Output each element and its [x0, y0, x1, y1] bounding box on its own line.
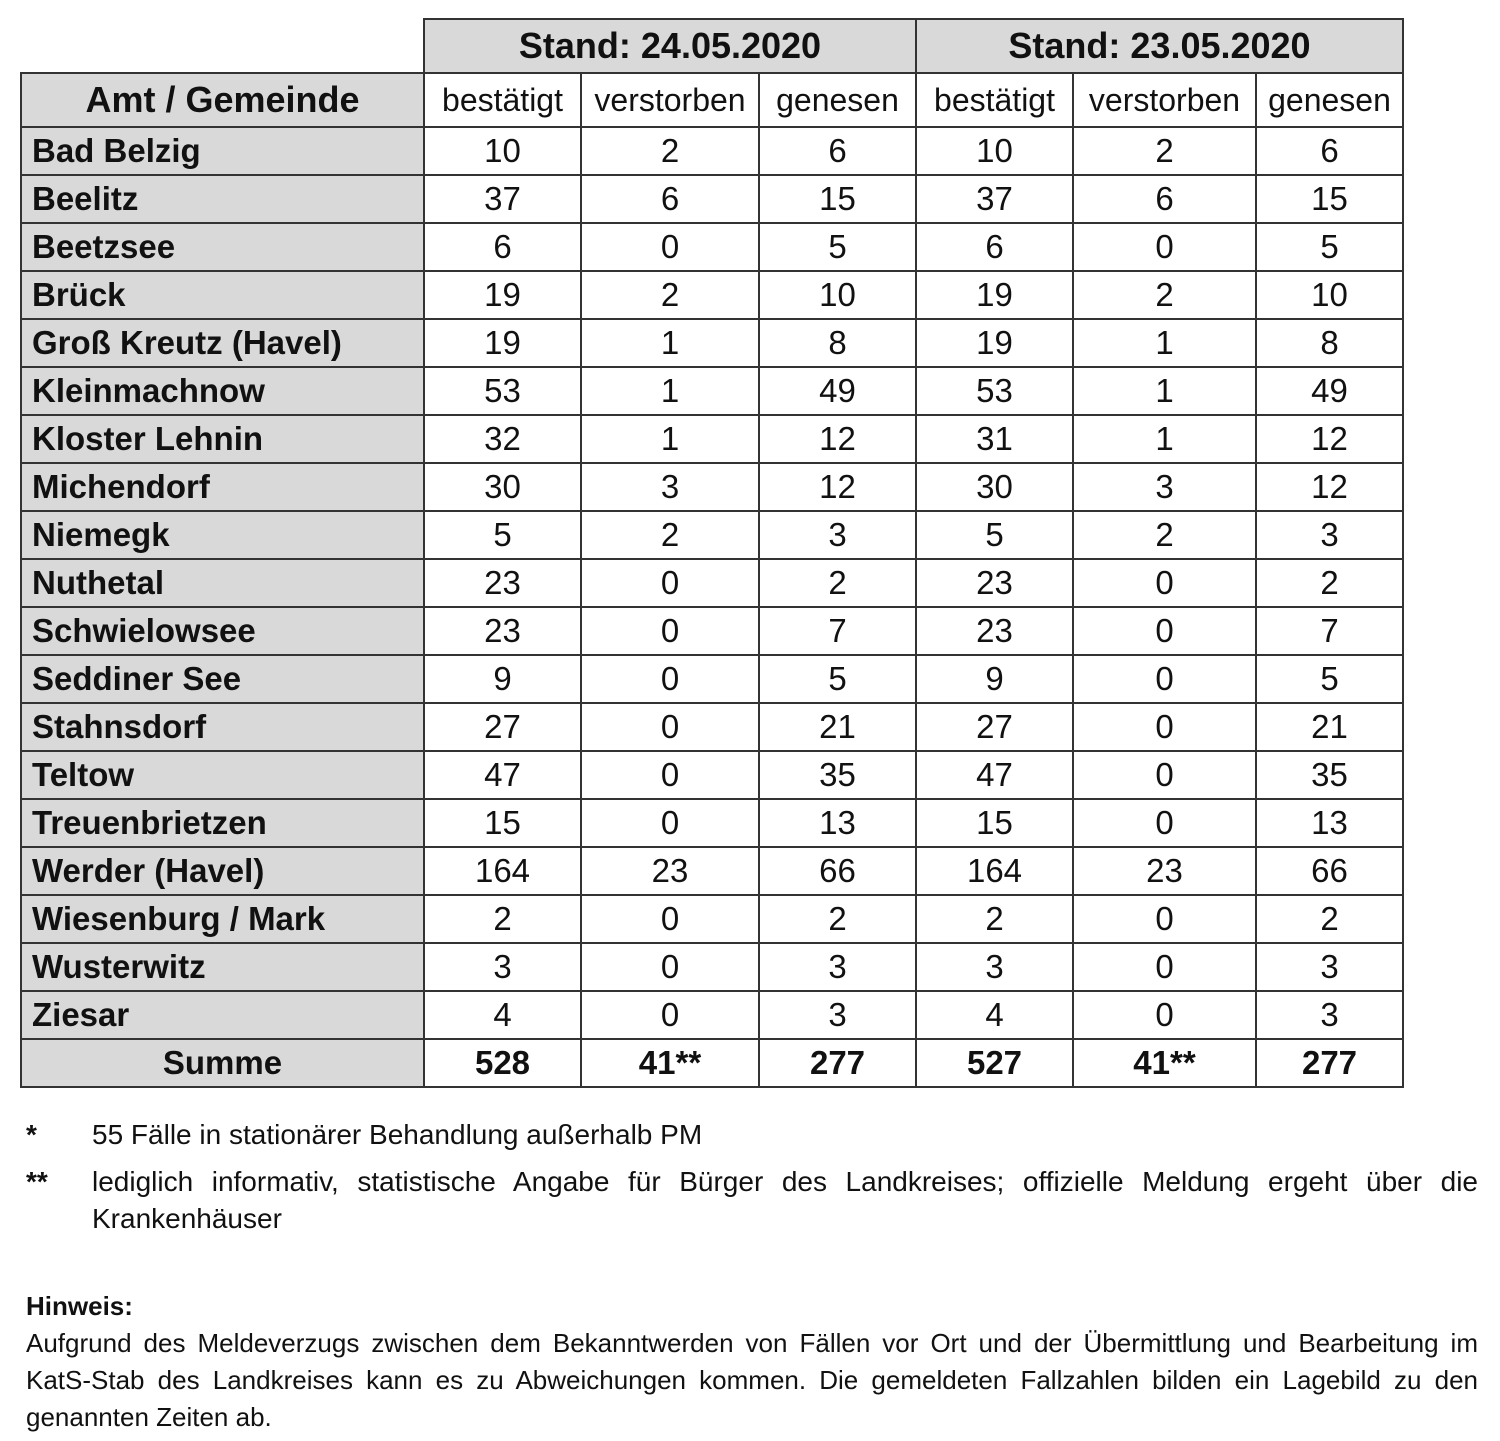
- cell-genesen-1: 5: [759, 655, 916, 703]
- cell-bestaetigt-1: 47: [424, 751, 581, 799]
- table-row: [21, 175, 1403, 223]
- table-row: [21, 655, 1403, 703]
- column-header-verstorben-2: verstorben: [1073, 73, 1256, 127]
- cell-bestaetigt-1: 27: [424, 703, 581, 751]
- cell-bestaetigt-2: 19: [916, 271, 1073, 319]
- cell-genesen-2: 7: [1256, 607, 1403, 655]
- row-label-gemeinde: Treuenbrietzen: [21, 799, 424, 847]
- cell-genesen-2: 35: [1256, 751, 1403, 799]
- column-header-genesen-2: genesen: [1256, 73, 1403, 127]
- cell-verstorben-2: 0: [1073, 703, 1256, 751]
- cell-genesen-1: 10: [759, 271, 916, 319]
- cell-verstorben-2: 0: [1073, 559, 1256, 607]
- column-header-bestaetigt-2: bestätigt: [916, 73, 1073, 127]
- row-label-gemeinde: Teltow: [21, 751, 424, 799]
- cell-bestaetigt-2: 30: [916, 463, 1073, 511]
- cell-bestaetigt-2: 27: [916, 703, 1073, 751]
- cell-bestaetigt-2: 23: [916, 559, 1073, 607]
- header-row-columns: [21, 73, 1403, 127]
- cell-genesen-1: 6: [759, 127, 916, 175]
- table-row: [21, 367, 1403, 415]
- footnote-mark: *: [26, 1119, 37, 1150]
- table-row: [21, 943, 1403, 991]
- cell-genesen-2: 5: [1256, 655, 1403, 703]
- table-row: [21, 271, 1403, 319]
- cell-verstorben-1: 0: [581, 223, 759, 271]
- cell-bestaetigt-2: 53: [916, 367, 1073, 415]
- cell-verstorben-1: 0: [581, 991, 759, 1039]
- row-label-gemeinde: Michendorf: [21, 463, 424, 511]
- cell-bestaetigt-2: 19: [916, 319, 1073, 367]
- cell-genesen-2: 21: [1256, 703, 1403, 751]
- table-row: [21, 415, 1403, 463]
- cell-verstorben-2: 41**: [1073, 1039, 1256, 1087]
- cell-genesen-2: 6: [1256, 127, 1403, 175]
- row-label-gemeinde: Seddiner See: [21, 655, 424, 703]
- cell-genesen-1: 3: [759, 511, 916, 559]
- case-table: [20, 18, 1404, 1088]
- cell-genesen-2: 49: [1256, 367, 1403, 415]
- table-row: [21, 463, 1403, 511]
- footnote-text: 55 Fälle in stationärer Behandlung außerhalb PM: [92, 1119, 703, 1150]
- cell-genesen-2: 66: [1256, 847, 1403, 895]
- table-row: [21, 703, 1403, 751]
- cell-verstorben-2: 0: [1073, 895, 1256, 943]
- cell-genesen-2: 12: [1256, 463, 1403, 511]
- row-label-gemeinde: Wusterwitz: [21, 943, 424, 991]
- cell-genesen-1: 3: [759, 991, 916, 1039]
- cell-verstorben-1: 0: [581, 655, 759, 703]
- cell-genesen-1: 5: [759, 223, 916, 271]
- cell-genesen-2: 15: [1256, 175, 1403, 223]
- row-label-gemeinde: Kleinmachnow: [21, 367, 424, 415]
- cell-verstorben-1: 2: [581, 511, 759, 559]
- table-row: [21, 559, 1403, 607]
- cell-bestaetigt-1: 3: [424, 943, 581, 991]
- table-row: [21, 319, 1403, 367]
- footnote-mark: **: [26, 1166, 48, 1197]
- row-label-gemeinde: Beetzsee: [21, 223, 424, 271]
- cell-bestaetigt-2: 6: [916, 223, 1073, 271]
- cell-bestaetigt-2: 5: [916, 511, 1073, 559]
- cell-genesen-1: 7: [759, 607, 916, 655]
- cell-bestaetigt-1: 10: [424, 127, 581, 175]
- cell-bestaetigt-1: 9: [424, 655, 581, 703]
- cell-genesen-1: 13: [759, 799, 916, 847]
- row-label-gemeinde: Brück: [21, 271, 424, 319]
- column-header-verstorben-1: verstorben: [581, 73, 759, 127]
- row-label-gemeinde: Groß Kreutz (Havel): [21, 319, 424, 367]
- row-label-gemeinde: Kloster Lehnin: [21, 415, 424, 463]
- cell-genesen-1: 8: [759, 319, 916, 367]
- cell-genesen-2: 2: [1256, 559, 1403, 607]
- cell-genesen-2: 2: [1256, 895, 1403, 943]
- cell-verstorben-1: 0: [581, 607, 759, 655]
- row-label-gemeinde: Nuthetal: [21, 559, 424, 607]
- cell-verstorben-1: 0: [581, 703, 759, 751]
- cell-verstorben-1: 0: [581, 895, 759, 943]
- cell-bestaetigt-2: 164: [916, 847, 1073, 895]
- cell-genesen-1: 2: [759, 559, 916, 607]
- footnote-single-star: [26, 1116, 1478, 1153]
- cell-verstorben-2: 0: [1073, 223, 1256, 271]
- cell-bestaetigt-2: 10: [916, 127, 1073, 175]
- cell-verstorben-2: 2: [1073, 127, 1256, 175]
- sum-row: [21, 1039, 1403, 1087]
- cell-bestaetigt-1: 19: [424, 271, 581, 319]
- cell-verstorben-1: 23: [581, 847, 759, 895]
- cell-bestaetigt-1: 6: [424, 223, 581, 271]
- cell-verstorben-1: 2: [581, 127, 759, 175]
- cell-bestaetigt-1: 30: [424, 463, 581, 511]
- cell-bestaetigt-1: 23: [424, 607, 581, 655]
- row-label-gemeinde: Niemegk: [21, 511, 424, 559]
- cell-genesen-2: 13: [1256, 799, 1403, 847]
- stand-header-1: Stand: 24.05.2020: [424, 19, 916, 73]
- cell-genesen-2: 3: [1256, 511, 1403, 559]
- cell-bestaetigt-1: 15: [424, 799, 581, 847]
- row-label-gemeinde: Werder (Havel): [21, 847, 424, 895]
- cell-verstorben-1: 1: [581, 319, 759, 367]
- cell-verstorben-1: 1: [581, 367, 759, 415]
- cell-genesen-1: 2: [759, 895, 916, 943]
- cell-verstorben-2: 1: [1073, 319, 1256, 367]
- table-row: [21, 799, 1403, 847]
- hinweis-title: Hinweis:: [26, 1291, 133, 1321]
- cell-bestaetigt-2: 31: [916, 415, 1073, 463]
- cell-bestaetigt-1: 5: [424, 511, 581, 559]
- cell-genesen-1: 21: [759, 703, 916, 751]
- row-label-gemeinde: Summe: [21, 1039, 424, 1087]
- cell-verstorben-2: 1: [1073, 415, 1256, 463]
- cell-genesen-1: 12: [759, 463, 916, 511]
- cell-genesen-1: 66: [759, 847, 916, 895]
- row-label-gemeinde: Beelitz: [21, 175, 424, 223]
- cell-bestaetigt-1: 23: [424, 559, 581, 607]
- table-body: [21, 127, 1403, 1087]
- cell-genesen-2: 277: [1256, 1039, 1403, 1087]
- cell-verstorben-2: 6: [1073, 175, 1256, 223]
- cell-verstorben-2: 0: [1073, 607, 1256, 655]
- cell-genesen-2: 8: [1256, 319, 1403, 367]
- table-row: [21, 607, 1403, 655]
- cell-bestaetigt-2: 3: [916, 943, 1073, 991]
- stand-header-2: Stand: 23.05.2020: [916, 19, 1403, 73]
- footnotes: [26, 1116, 1478, 1247]
- table-row: [21, 223, 1403, 271]
- cell-genesen-2: 5: [1256, 223, 1403, 271]
- cell-verstorben-1: 6: [581, 175, 759, 223]
- cell-bestaetigt-1: 37: [424, 175, 581, 223]
- table-row: [21, 895, 1403, 943]
- row-label-gemeinde: Bad Belzig: [21, 127, 424, 175]
- cell-bestaetigt-1: 53: [424, 367, 581, 415]
- cell-genesen-1: 15: [759, 175, 916, 223]
- cell-verstorben-1: 0: [581, 751, 759, 799]
- cell-bestaetigt-1: 2: [424, 895, 581, 943]
- cell-verstorben-2: 3: [1073, 463, 1256, 511]
- cell-verstorben-2: 0: [1073, 991, 1256, 1039]
- row-label-gemeinde: Wiesenburg / Mark: [21, 895, 424, 943]
- cell-bestaetigt-2: 4: [916, 991, 1073, 1039]
- cell-verstorben-1: 0: [581, 559, 759, 607]
- cell-bestaetigt-2: 23: [916, 607, 1073, 655]
- cell-bestaetigt-1: 32: [424, 415, 581, 463]
- cell-verstorben-2: 23: [1073, 847, 1256, 895]
- column-header-genesen-1: genesen: [759, 73, 916, 127]
- cell-bestaetigt-2: 15: [916, 799, 1073, 847]
- cell-verstorben-2: 1: [1073, 367, 1256, 415]
- header-row-stand: [21, 19, 1403, 73]
- cell-verstorben-2: 2: [1073, 271, 1256, 319]
- cell-genesen-2: 3: [1256, 943, 1403, 991]
- cell-genesen-1: 35: [759, 751, 916, 799]
- table-row: [21, 847, 1403, 895]
- cell-verstorben-1: 2: [581, 271, 759, 319]
- cell-genesen-1: 3: [759, 943, 916, 991]
- cell-verstorben-1: 41**: [581, 1039, 759, 1087]
- row-label-gemeinde: Ziesar: [21, 991, 424, 1039]
- row-label-gemeinde: Stahnsdorf: [21, 703, 424, 751]
- cell-genesen-2: 12: [1256, 415, 1403, 463]
- cell-bestaetigt-2: 2: [916, 895, 1073, 943]
- cell-genesen-2: 10: [1256, 271, 1403, 319]
- cell-verstorben-2: 2: [1073, 511, 1256, 559]
- cell-genesen-2: 3: [1256, 991, 1403, 1039]
- cell-bestaetigt-2: 527: [916, 1039, 1073, 1087]
- table-row: [21, 751, 1403, 799]
- table-row: [21, 511, 1403, 559]
- cell-verstorben-1: 0: [581, 943, 759, 991]
- cell-verstorben-1: 3: [581, 463, 759, 511]
- cell-bestaetigt-2: 37: [916, 175, 1073, 223]
- footnote-text: lediglich informativ, statistische Angabe für Bürger des Landkreises; offizielle Meldung ergeht über die Krankenhäuser: [92, 1166, 1478, 1234]
- amt-gemeinde-header: Amt / Gemeinde: [21, 73, 424, 127]
- cell-verstorben-1: 0: [581, 799, 759, 847]
- cell-verstorben-2: 0: [1073, 751, 1256, 799]
- cell-verstorben-2: 0: [1073, 943, 1256, 991]
- case-table-container: [20, 18, 1404, 1088]
- cell-verstorben-1: 1: [581, 415, 759, 463]
- footnote-double-star: [26, 1163, 1478, 1237]
- cell-bestaetigt-1: 4: [424, 991, 581, 1039]
- cell-verstorben-2: 0: [1073, 655, 1256, 703]
- column-header-bestaetigt-1: bestätigt: [424, 73, 581, 127]
- cell-bestaetigt-1: 164: [424, 847, 581, 895]
- table-row: [21, 991, 1403, 1039]
- header-blank-cell: [21, 19, 424, 73]
- cell-genesen-1: 49: [759, 367, 916, 415]
- cell-bestaetigt-1: 528: [424, 1039, 581, 1087]
- row-label-gemeinde: Schwielowsee: [21, 607, 424, 655]
- cell-verstorben-2: 0: [1073, 799, 1256, 847]
- cell-bestaetigt-2: 47: [916, 751, 1073, 799]
- cell-genesen-1: 277: [759, 1039, 916, 1087]
- cell-genesen-1: 12: [759, 415, 916, 463]
- cell-bestaetigt-1: 19: [424, 319, 581, 367]
- hinweis-text: Aufgrund des Meldeverzugs zwischen dem Bekanntwerden von Fällen vor Ort und der Übermittlung und Bearbeitung im KatS-Stab des Landkreises kann es zu Abweichungen kommen. Die gemeldeten Fallzahlen bilden ein Lagebild zu den genannten Zeiten ab.: [26, 1328, 1478, 1432]
- cell-bestaetigt-2: 9: [916, 655, 1073, 703]
- hinweis-section: [26, 1288, 1478, 1436]
- table-row: [21, 127, 1403, 175]
